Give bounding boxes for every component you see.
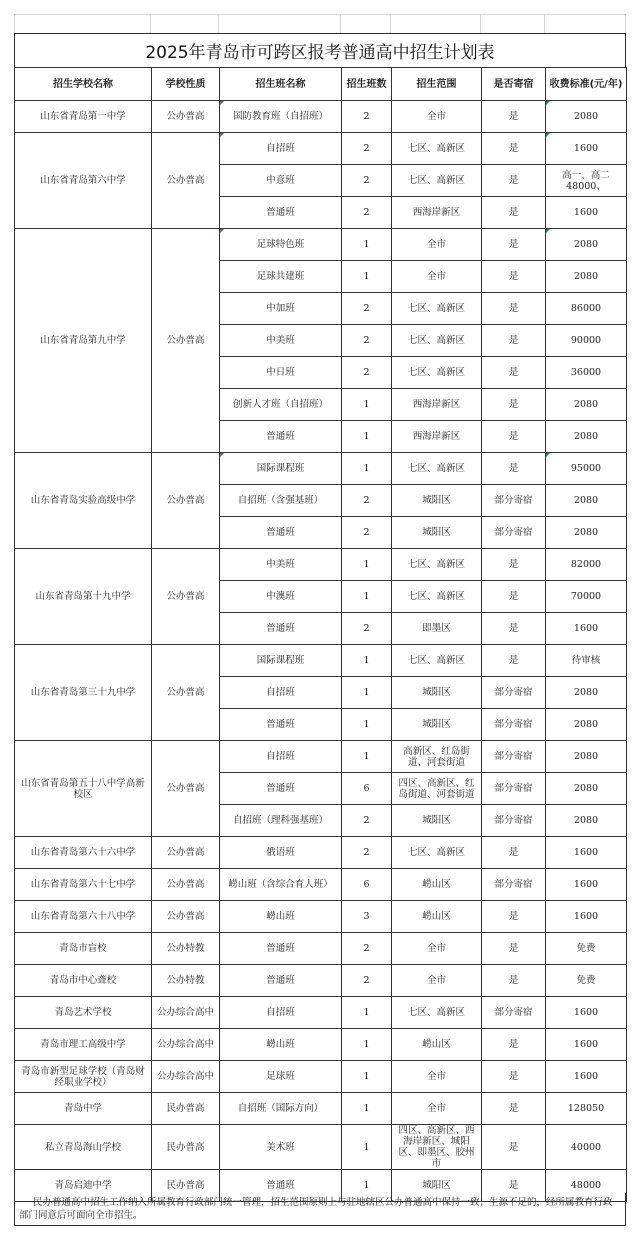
header-class-name: 招生班名称 (220, 68, 342, 101)
range-cell: 城阳区 (392, 517, 482, 549)
fee-cell: 待审核 (546, 645, 627, 677)
boarding-cell: 部分寄宿 (482, 805, 546, 837)
class-name-cell: 国防教育班（自招班） (220, 101, 342, 133)
fee-cell: 48000 (546, 1170, 627, 1202)
class-name-cell: 普通班 (220, 773, 342, 805)
boarding-cell: 是 (482, 325, 546, 357)
class-count-cell: 2 (342, 613, 392, 645)
school-name-cell: 山东省青岛实验高级中学 (15, 453, 152, 549)
class-name-cell: 崂山班 (220, 1029, 342, 1061)
range-cell: 七区、高新区 (392, 645, 482, 677)
class-name-cell: 俄语班 (220, 837, 342, 869)
school-name-cell: 私立青岛海山学校 (15, 1125, 152, 1170)
class-count-cell: 2 (342, 133, 392, 165)
school-nature-cell: 民办普高 (152, 1170, 220, 1202)
table-row (15, 549, 627, 581)
table-body (15, 101, 627, 1202)
header-row (15, 68, 627, 101)
range-cell: 崂山区 (392, 1029, 482, 1061)
table-row (15, 837, 627, 869)
school-name-cell: 青岛市盲校 (15, 933, 152, 965)
class-count-cell: 1 (342, 229, 392, 261)
class-name-cell: 中美班 (220, 549, 342, 581)
fee-cell: 70000 (546, 581, 627, 613)
boarding-cell: 部分寄宿 (482, 869, 546, 901)
class-count-cell: 1 (342, 741, 392, 773)
fee-cell: 36000 (546, 357, 627, 389)
class-count-cell: 2 (342, 293, 392, 325)
fee-cell: 2080 (546, 389, 627, 421)
range-cell: 即墨区 (392, 613, 482, 645)
boarding-cell: 是 (482, 613, 546, 645)
class-count-cell: 1 (342, 709, 392, 741)
class-name-cell: 自招班（国际方向） (220, 1093, 342, 1125)
range-cell: 全市 (392, 229, 482, 261)
boarding-cell: 是 (482, 453, 546, 485)
class-name-cell: 普通班 (220, 1170, 342, 1202)
boarding-cell: 是 (482, 261, 546, 293)
class-name-cell: 普通班 (220, 709, 342, 741)
class-count-cell: 1 (342, 549, 392, 581)
school-name-cell: 山东省青岛第五十八中学高新校区 (15, 741, 152, 837)
range-cell: 全市 (392, 261, 482, 293)
range-cell: 崂山区 (392, 869, 482, 901)
school-name-cell: 青岛市中心聋校 (15, 965, 152, 997)
class-name-cell: 自招班 (220, 133, 342, 165)
fee-cell: 2080 (546, 261, 627, 293)
class-name-cell: 普通班 (220, 517, 342, 549)
school-name-cell: 山东省青岛第六十八中学 (15, 901, 152, 933)
footnote: 民办普通高中招生工作纳入所属教育行政部门统一管理，招生范围原则上与驻地辖区公办普通高中保持一致；生源不足的，经所属教育行政部门同意后可面向全市招生。 (14, 1193, 626, 1226)
class-count-cell: 2 (342, 165, 392, 197)
school-nature-cell: 公办综合高中 (152, 1061, 220, 1093)
class-count-cell: 6 (342, 773, 392, 805)
class-name-cell: 自招班（含强基班） (220, 485, 342, 517)
class-count-cell: 1 (342, 261, 392, 293)
school-nature-cell: 公办普高 (152, 453, 220, 549)
class-count-cell: 2 (342, 517, 392, 549)
fee-cell: 2080 (546, 805, 627, 837)
range-cell: 七区、高新区 (392, 293, 482, 325)
school-nature-cell: 民办普高 (152, 1093, 220, 1125)
school-nature-cell: 公办普高 (152, 645, 220, 741)
range-cell: 城阳区 (392, 805, 482, 837)
class-count-cell: 2 (342, 357, 392, 389)
class-name-cell: 中日班 (220, 357, 342, 389)
class-name-cell: 中意班 (220, 165, 342, 197)
range-cell: 西海岸新区 (392, 389, 482, 421)
fee-cell: 2080 (546, 517, 627, 549)
school-name-cell: 山东省青岛第十九中学 (15, 549, 152, 645)
class-name-cell: 自招班 (220, 997, 342, 1029)
class-count-cell: 1 (342, 453, 392, 485)
school-nature-cell: 公办普高 (152, 837, 220, 869)
class-name-cell: 国际课程班 (220, 645, 342, 677)
class-count-cell: 1 (342, 1029, 392, 1061)
fee-cell: 2080 (546, 485, 627, 517)
class-name-cell: 中澳班 (220, 581, 342, 613)
boarding-cell: 是 (482, 229, 546, 261)
class-count-cell: 1 (342, 1170, 392, 1202)
class-count-cell: 2 (342, 965, 392, 997)
class-count-cell: 2 (342, 933, 392, 965)
school-name-cell: 青岛市理工高级中学 (15, 1029, 152, 1061)
range-cell: 七区、高新区 (392, 325, 482, 357)
class-name-cell: 普通班 (220, 933, 342, 965)
class-name-cell: 国际课程班 (220, 453, 342, 485)
boarding-cell: 是 (482, 1029, 546, 1061)
table-row (15, 1093, 627, 1125)
range-cell: 城阳区 (392, 709, 482, 741)
boarding-cell: 是 (482, 197, 546, 229)
range-cell: 高新区、红岛街道、河套街道 (392, 741, 482, 773)
school-nature-cell: 公办特教 (152, 965, 220, 997)
table-row (15, 453, 627, 485)
fee-cell: 2080 (546, 709, 627, 741)
fee-cell: 1600 (546, 997, 627, 1029)
class-name-cell: 崂山班（含综合育人班） (220, 869, 342, 901)
class-name-cell: 自招班 (220, 677, 342, 709)
fee-cell: 2080 (546, 677, 627, 709)
class-count-cell: 6 (342, 869, 392, 901)
class-name-cell: 中美班 (220, 325, 342, 357)
sheet-title: 2025年青岛市可跨区报考普通高中招生计划表 (14, 33, 626, 67)
boarding-cell: 部分寄宿 (482, 741, 546, 773)
boarding-cell: 是 (482, 421, 546, 453)
header-fee: 收费标准(元/年) (546, 68, 627, 101)
fee-cell: 2080 (546, 101, 627, 133)
table-row (15, 229, 627, 261)
boarding-cell: 是 (482, 645, 546, 677)
range-cell: 城阳区 (392, 485, 482, 517)
range-cell: 全市 (392, 965, 482, 997)
range-cell: 七区、高新区 (392, 133, 482, 165)
range-cell: 七区、高新区 (392, 453, 482, 485)
boarding-cell: 是 (482, 1061, 546, 1093)
table-row (15, 1125, 627, 1170)
school-name-cell: 山东省青岛第六中学 (15, 133, 152, 229)
school-nature-cell: 公办普高 (152, 133, 220, 229)
enrollment-table (14, 67, 627, 1202)
table-row (15, 933, 627, 965)
school-name-cell: 山东省青岛第六十七中学 (15, 869, 152, 901)
school-nature-cell: 公办特教 (152, 933, 220, 965)
header-boarding: 是否寄宿 (482, 68, 546, 101)
table-row (15, 101, 627, 133)
school-nature-cell: 公办普高 (152, 229, 220, 453)
table-row (15, 1061, 627, 1093)
fee-cell: 1600 (546, 1061, 627, 1093)
table-row (15, 965, 627, 997)
class-count-cell: 2 (342, 325, 392, 357)
boarding-cell: 是 (482, 933, 546, 965)
class-count-cell: 2 (342, 805, 392, 837)
table-row (15, 997, 627, 1029)
class-name-cell: 中加班 (220, 293, 342, 325)
class-name-cell: 普通班 (220, 965, 342, 997)
school-name-cell: 青岛中学 (15, 1093, 152, 1125)
class-count-cell: 1 (342, 421, 392, 453)
class-count-cell: 1 (342, 645, 392, 677)
fee-cell: 2080 (546, 741, 627, 773)
fee-cell: 1600 (546, 613, 627, 645)
school-nature-cell: 公办综合高中 (152, 997, 220, 1029)
class-name-cell: 足球共建班 (220, 261, 342, 293)
boarding-cell: 是 (482, 549, 546, 581)
fee-cell: 免费 (546, 965, 627, 997)
school-name-cell: 青岛启迪中学 (15, 1170, 152, 1202)
school-nature-cell: 公办综合高中 (152, 1029, 220, 1061)
school-name-cell: 山东省青岛第三十九中学 (15, 645, 152, 741)
fee-cell: 1600 (546, 1029, 627, 1061)
fee-cell: 高一、高二48000、 (546, 165, 627, 197)
class-name-cell: 普通班 (220, 613, 342, 645)
range-cell: 城阳区 (392, 677, 482, 709)
range-cell: 七区、高新区 (392, 997, 482, 1029)
fee-cell: 2080 (546, 773, 627, 805)
table-row (15, 645, 627, 677)
range-cell: 城阳区 (392, 1170, 482, 1202)
boarding-cell: 是 (482, 133, 546, 165)
table-row (15, 133, 627, 165)
class-count-cell: 3 (342, 901, 392, 933)
class-count-cell: 1 (342, 1093, 392, 1125)
header-class-count: 招生班数 (342, 68, 392, 101)
fee-cell: 2080 (546, 229, 627, 261)
boarding-cell: 是 (482, 165, 546, 197)
school-name-cell: 山东省青岛第六十六中学 (15, 837, 152, 869)
range-cell: 全市 (392, 1061, 482, 1093)
class-name-cell: 普通班 (220, 421, 342, 453)
class-name-cell: 足球班 (220, 1061, 342, 1093)
fee-cell: 90000 (546, 325, 627, 357)
range-cell: 全市 (392, 933, 482, 965)
school-name-cell: 青岛艺术学校 (15, 997, 152, 1029)
top-gridlines (14, 14, 626, 33)
boarding-cell: 是 (482, 1170, 546, 1202)
class-name-cell: 创新人才班（自招班） (220, 389, 342, 421)
class-name-cell: 自招班（理科强基班） (220, 805, 342, 837)
range-cell: 七区、高新区 (392, 357, 482, 389)
fee-cell: 1600 (546, 901, 627, 933)
header-school: 招生学校名称 (15, 68, 152, 101)
boarding-cell: 部分寄宿 (482, 997, 546, 1029)
class-count-cell: 1 (342, 1061, 392, 1093)
boarding-cell: 是 (482, 901, 546, 933)
class-count-cell: 2 (342, 197, 392, 229)
class-count-cell: 2 (342, 485, 392, 517)
header-nature: 学校性质 (152, 68, 220, 101)
range-cell: 七区、高新区 (392, 165, 482, 197)
class-count-cell: 1 (342, 581, 392, 613)
fee-cell: 1600 (546, 837, 627, 869)
boarding-cell: 是 (482, 101, 546, 133)
school-name-cell: 青岛市新型足球学校（青岛财经职业学校） (15, 1061, 152, 1093)
range-cell: 七区、高新区 (392, 837, 482, 869)
boarding-cell: 部分寄宿 (482, 677, 546, 709)
class-count-cell: 1 (342, 389, 392, 421)
fee-cell: 1600 (546, 869, 627, 901)
range-cell: 七区、高新区 (392, 549, 482, 581)
class-count-cell: 1 (342, 677, 392, 709)
range-cell: 四区、高新区、红岛街道、河套街道 (392, 773, 482, 805)
fee-cell: 1600 (546, 133, 627, 165)
class-count-cell: 1 (342, 997, 392, 1029)
boarding-cell: 部分寄宿 (482, 485, 546, 517)
table-row (15, 869, 627, 901)
fee-cell: 95000 (546, 453, 627, 485)
fee-cell: 40000 (546, 1125, 627, 1170)
boarding-cell: 是 (482, 293, 546, 325)
boarding-cell: 部分寄宿 (482, 517, 546, 549)
range-cell: 全市 (392, 1093, 482, 1125)
boarding-cell: 部分寄宿 (482, 773, 546, 805)
school-nature-cell: 公办普高 (152, 741, 220, 837)
range-cell: 西海岸新区 (392, 197, 482, 229)
fee-cell: 86000 (546, 293, 627, 325)
boarding-cell: 部分寄宿 (482, 709, 546, 741)
school-name-cell: 山东省青岛第九中学 (15, 229, 152, 453)
class-name-cell: 自招班 (220, 741, 342, 773)
school-nature-cell: 公办普高 (152, 869, 220, 901)
range-cell: 四区、高新区、西海岸新区、城阳区、即墨区、胶州市 (392, 1125, 482, 1170)
boarding-cell: 是 (482, 357, 546, 389)
school-name-cell: 山东省青岛第一中学 (15, 101, 152, 133)
fee-cell: 128050 (546, 1093, 627, 1125)
boarding-cell: 是 (482, 1125, 546, 1170)
school-nature-cell: 公办普高 (152, 901, 220, 933)
class-name-cell: 美术班 (220, 1125, 342, 1170)
table-row (15, 741, 627, 773)
range-cell: 西海岸新区 (392, 421, 482, 453)
school-nature-cell: 民办普高 (152, 1125, 220, 1170)
range-cell: 七区、高新区 (392, 581, 482, 613)
school-nature-cell: 公办普高 (152, 549, 220, 645)
class-name-cell: 普通班 (220, 197, 342, 229)
boarding-cell: 是 (482, 389, 546, 421)
class-count-cell: 2 (342, 837, 392, 869)
school-nature-cell: 公办普高 (152, 101, 220, 133)
boarding-cell: 是 (482, 581, 546, 613)
class-name-cell: 足球特色班 (220, 229, 342, 261)
range-cell: 崂山区 (392, 901, 482, 933)
table-row (15, 901, 627, 933)
boarding-cell: 是 (482, 837, 546, 869)
class-count-cell: 1 (342, 1125, 392, 1170)
table-row (15, 1029, 627, 1061)
range-cell: 全市 (392, 101, 482, 133)
fee-cell: 2080 (546, 421, 627, 453)
header-range: 招生范围 (392, 68, 482, 101)
fee-cell: 1600 (546, 197, 627, 229)
boarding-cell: 是 (482, 1093, 546, 1125)
boarding-cell: 是 (482, 965, 546, 997)
class-count-cell: 2 (342, 101, 392, 133)
fee-cell: 82000 (546, 549, 627, 581)
fee-cell: 免费 (546, 933, 627, 965)
class-name-cell: 崂山班 (220, 901, 342, 933)
